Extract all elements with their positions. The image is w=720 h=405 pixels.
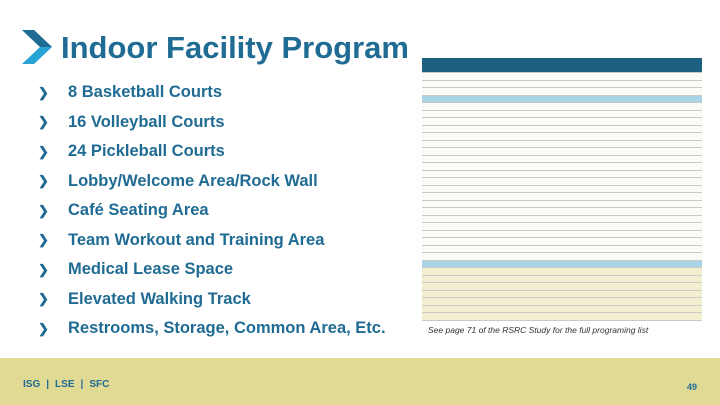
list-item: ❯ Café Seating Area xyxy=(38,201,209,220)
program-table-image xyxy=(422,58,702,321)
chevron-bullet-icon: ❯ xyxy=(38,232,49,248)
list-item: ❯ 16 Volleyball Courts xyxy=(38,112,225,131)
footer-separator: | xyxy=(80,379,84,390)
list-item: ❯ 8 Basketball Courts xyxy=(38,83,223,102)
footer-org-lse: LSE xyxy=(55,379,75,390)
page-title: Indoor Facility Program xyxy=(61,30,409,65)
chevron-bullet-icon: ❯ xyxy=(38,261,49,277)
chevron-bullet-icon: ❯ xyxy=(38,143,49,159)
footer-orgs xyxy=(23,379,109,390)
footer-separator: | xyxy=(46,379,50,390)
footer-band xyxy=(0,358,720,405)
list-item: ❯ Restrooms, Storage, Common Area, Etc. xyxy=(38,319,386,338)
footer-org-sfc: SFC xyxy=(89,379,110,390)
chevron-bullet-icon: ❯ xyxy=(38,202,49,218)
list-item: ❯ 24 Pickleball Courts xyxy=(38,142,225,161)
footer-org-isg: ISG xyxy=(23,379,41,390)
program-table-thumbnail xyxy=(422,58,702,320)
page-number: 49 xyxy=(686,382,697,392)
table-caption: See page 71 of the RSRC Study for the full programing list xyxy=(428,325,649,335)
chevron-bullet-icon: ❯ xyxy=(38,173,49,189)
chevron-bullet-icon: ❯ xyxy=(38,320,49,336)
chevron-bullet-icon: ❯ xyxy=(38,114,49,130)
facility-bullet-list xyxy=(38,78,386,344)
list-item: ❯ Elevated Walking Track xyxy=(38,289,251,308)
list-item: ❯ Lobby/Welcome Area/Rock Wall xyxy=(38,171,318,190)
chevron-logo-icon xyxy=(22,30,52,64)
chevron-bullet-icon: ❯ xyxy=(38,84,49,100)
list-item: ❯ Team Workout and Training Area xyxy=(38,230,325,249)
list-item: ❯ Medical Lease Space xyxy=(38,260,234,279)
chevron-bullet-icon: ❯ xyxy=(38,291,49,307)
